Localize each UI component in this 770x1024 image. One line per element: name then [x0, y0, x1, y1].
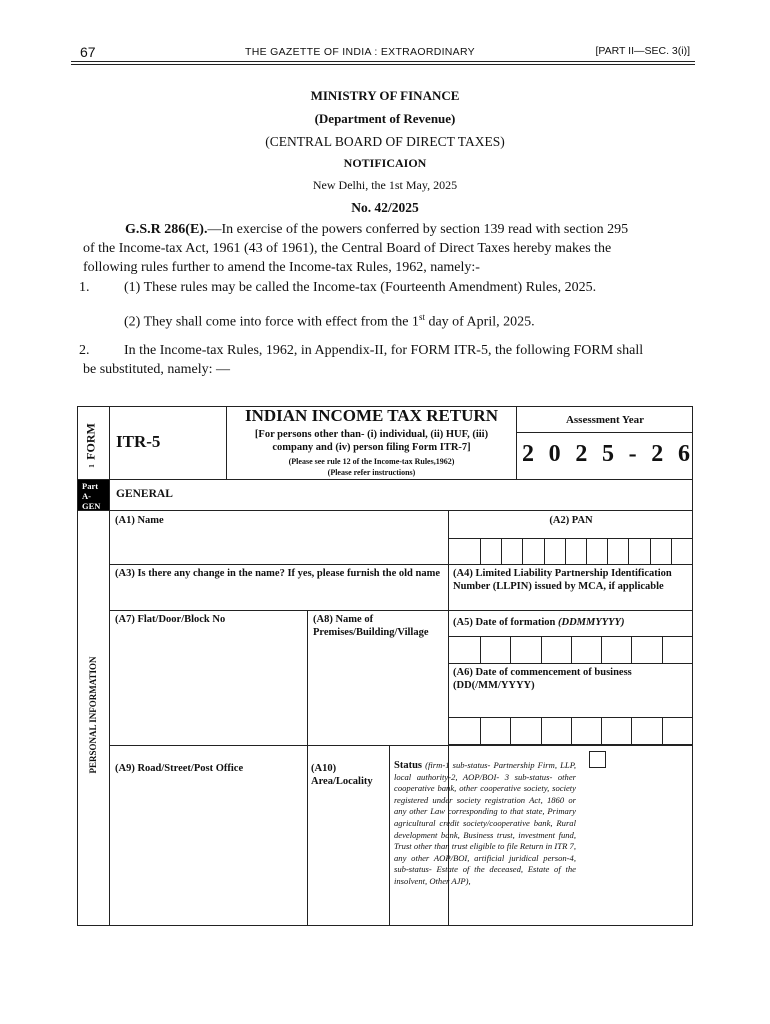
year-digit: 2: [651, 441, 664, 467]
field-a10-area: (A10) Area/Locality: [311, 763, 373, 787]
personal-info-label: PERSONAL INFORMATION: [88, 656, 98, 774]
item-number: 1.: [79, 280, 90, 295]
gsr-text: following rules further to amend the Income-tax Rules, 1962, namely:-: [83, 260, 480, 275]
pan-cell: [544, 539, 565, 564]
date-cell: [631, 718, 661, 744]
year-digit: 0: [548, 441, 561, 467]
header-rule: [71, 61, 695, 62]
gsr-paragraph: [83, 220, 689, 277]
form-note: (Please refer instructions): [327, 468, 416, 477]
gsr-reference: G.S.R 286(E).: [125, 222, 208, 237]
form-side-label: FORM: [83, 423, 98, 460]
form-subtitle: [227, 428, 516, 454]
date-cell: [541, 718, 571, 744]
field-a6-commencement: (A6) Date of commencement of business (DD(/MM/YYYY): [453, 667, 632, 691]
field-a7-flat: (A7) Flat/Door/Block No: [115, 614, 226, 625]
assessment-year-label: Assessment Year: [565, 414, 645, 426]
department-heading: (Department of Revenue): [314, 111, 456, 126]
date-cell: [631, 637, 661, 663]
field-a4-llpin: (A4) Limited Liability Partnership Identification Number (LLPIN) issued by MCA, if applicable: [453, 568, 672, 592]
date-cell: [541, 637, 571, 663]
date-cell: [662, 637, 692, 663]
date-cell: [510, 637, 540, 663]
part-label-line: A-: [82, 491, 91, 501]
year-digit: 5: [601, 441, 614, 467]
pan-cell: [480, 539, 501, 564]
date-cell: [449, 637, 480, 663]
date-cell: [449, 718, 480, 744]
status-label: Status: [394, 760, 423, 771]
form-divider: [307, 610, 308, 926]
ministry-heading: MINISTRY OF FINANCE: [310, 88, 460, 103]
year-digit: -: [628, 441, 637, 467]
item-subtext: [124, 312, 535, 331]
form-subtitle-line: [For persons other than- (i) individual, (ii) HUF, (iii): [254, 429, 489, 440]
date-cell: [510, 718, 540, 744]
item-text: be substituted, namely: —: [83, 362, 230, 377]
part-label: [78, 480, 109, 511]
part-label-line: Part: [82, 481, 99, 491]
form-notes: [227, 456, 516, 478]
place-date: New Delhi, the 1st May, 2025: [312, 178, 458, 192]
form-divider: [517, 432, 693, 433]
pan-cell: [522, 539, 543, 564]
pan-cell: [501, 539, 522, 564]
field-a2-pan: (A2) PAN: [549, 515, 593, 526]
form-divider: [109, 406, 110, 926]
page-number: 67: [80, 44, 96, 60]
form-title: INDIAN INCOME TAX RETURN: [245, 406, 498, 425]
field-a8-premises: (A8) Name of Premises/Building/Village: [313, 614, 429, 638]
gsr-text: —In exercise of the powers conferred by section 139 read with section 295: [207, 222, 629, 237]
form-divider: [109, 745, 693, 746]
pan-cell: [628, 539, 649, 564]
part-section: [PART II—SEC. 3(i)]: [595, 45, 690, 57]
field-a1-name: (A1) Name: [115, 515, 164, 526]
item-number: 2.: [79, 343, 90, 358]
form-side-label-wrap: [66, 420, 116, 470]
form-divider: [77, 479, 693, 480]
superscript: st: [418, 312, 425, 322]
item-text: (1) These rules may be called the Income-tax (Fourteenth Amendment) Rules, 2025.: [124, 280, 597, 295]
field-status: [394, 760, 576, 888]
form-note: (Please see rule 12 of the Income-tax Rules,1962): [288, 457, 455, 466]
pan-cell: [671, 539, 692, 564]
pan-cell: [650, 539, 671, 564]
date-cell: [601, 718, 631, 744]
pan-input[interactable]: [448, 538, 693, 565]
commencement-date-input[interactable]: [448, 717, 693, 745]
status-description: (firm-1 sub-status- Partnership Firm, LLP, local authority-2, AOP/BOI- 3 sub-status- other cooperative bank, other cooperative society, society registered under society registration Act, 1860 or any other Law corresponding to that state, Primary agricultural credit society/cooperative bank, Rural development bank, Business trust, investment fund, Trust other than trust eligible to file Return in ITR 7, any other AOP/BOI, artificial juridical person-4, sub-status- Estate of the deceased, Estate of the insolvent, Other AJP),: [394, 760, 576, 886]
year-digit: 6: [677, 441, 690, 467]
formation-date-input[interactable]: [448, 636, 693, 664]
date-cell: [662, 718, 692, 744]
form-code: ITR-5: [116, 432, 161, 451]
pan-cell: [565, 539, 586, 564]
board-heading: (CENTRAL BOARD OF DIRECT TAXES): [265, 134, 505, 149]
year-digit: 2: [575, 441, 588, 467]
field-a3-old-name: (A3) Is there any change in the name? If yes, please furnish the old name: [115, 568, 441, 579]
section-general: GENERAL: [116, 488, 173, 500]
item-text: In the Income-tax Rules, 1962, in Appendix-II, for FORM ITR-5, the following FORM shall: [124, 343, 644, 358]
form-divider: [109, 610, 693, 611]
field-a9-road: (A9) Road/Street/Post Office: [115, 763, 244, 774]
date-cell: [601, 637, 631, 663]
field-a5-label: (A5) Date of formation: [453, 617, 558, 628]
year-digit: 2: [522, 441, 534, 467]
date-cell: [480, 637, 510, 663]
item-subtext-part: day of April, 2025.: [424, 314, 535, 330]
date-cell: [480, 718, 510, 744]
form-subtitle-line: company and (iv) person filing Form ITR-7]: [272, 442, 471, 453]
gsr-text: of the Income-tax Act, 1961 (43 of 1961), the Central Board of Direct Taxes hereby makes the: [83, 241, 612, 256]
date-format-hint: (DDMMYYYY): [557, 617, 625, 628]
form-divider: [389, 745, 390, 926]
date-cell: [571, 637, 601, 663]
assessment-year-value: [522, 441, 690, 471]
notification-number: No. 42/2025: [351, 200, 419, 215]
personal-info-column: [78, 510, 109, 926]
form-divider: [109, 564, 693, 565]
part-label-line: GEN: [82, 501, 101, 511]
status-checkbox[interactable]: [589, 751, 606, 768]
form-divider: [77, 510, 693, 511]
notification-heading: NOTIFICAION: [343, 156, 427, 170]
form-side-mark: 1: [87, 464, 96, 468]
pan-cell: [449, 539, 480, 564]
date-cell: [571, 718, 601, 744]
gazette-title: THE GAZETTE OF INDIA : EXTRAORDINARY: [245, 46, 475, 58]
item-subtext-part: (2) They shall come into force with effect from the 1: [124, 314, 419, 330]
header-rule: [71, 64, 695, 65]
pan-cell: [586, 539, 607, 564]
pan-cell: [607, 539, 628, 564]
field-a5-formation: [453, 616, 624, 629]
